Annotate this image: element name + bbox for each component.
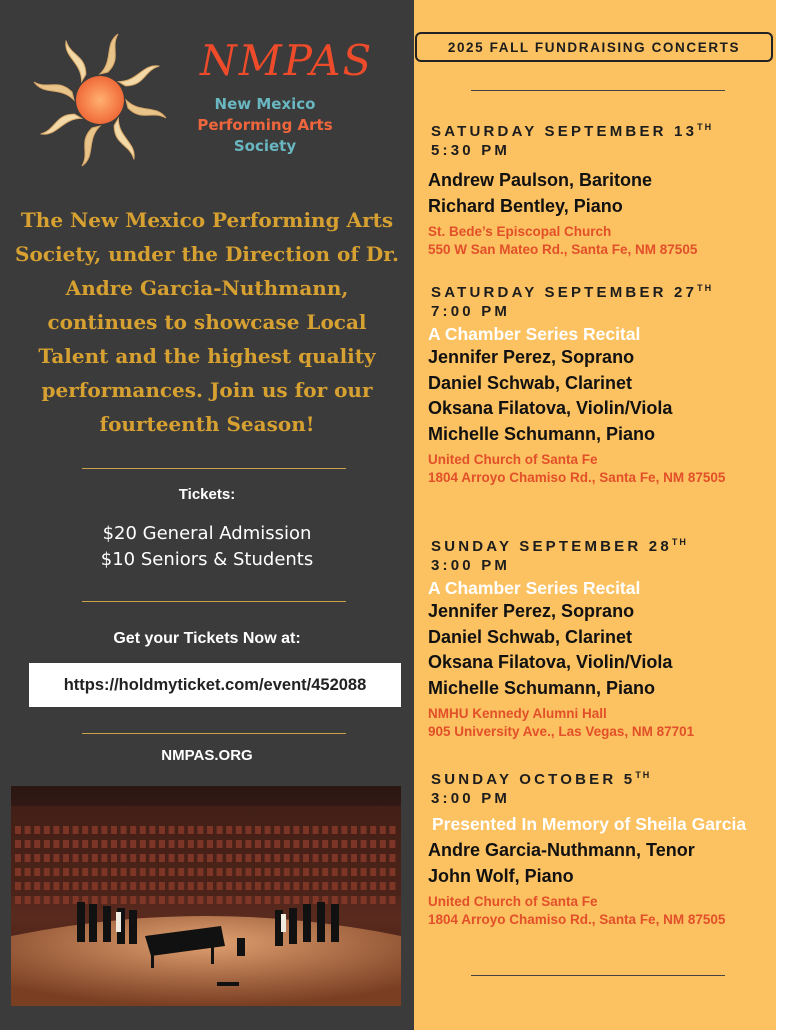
event-date: SATURDAY SEPTEMBER 13TH — [431, 122, 714, 140]
performer: Jennifer Perez, Soprano — [428, 601, 635, 621]
event-time: 7:00 PM — [431, 303, 511, 320]
logo-line-2: Performing Arts — [197, 116, 333, 134]
tickets-title: Tickets: — [178, 486, 236, 503]
divider — [82, 601, 346, 602]
logo-wordmark: NMPAS — [200, 36, 374, 85]
event-card — [428, 766, 768, 929]
event-series: A Chamber Series Recital — [428, 324, 641, 344]
event-date: SUNDAY OCTOBER 5TH — [431, 770, 652, 788]
website-link[interactable]: NMPAS.ORG — [161, 747, 253, 764]
event-card — [428, 118, 768, 259]
ticket-url-link[interactable]: https://holdmyticket.com/event/452088 — [29, 663, 401, 707]
performer: Michelle Schumann, Piano — [428, 677, 656, 698]
event-card — [428, 279, 768, 487]
concerts-header: 2025 FALL FUNDRAISING CONCERTS — [415, 32, 773, 62]
venue-address: 550 W San Mateo Rd., Santa Fe, NM 87505 — [428, 242, 698, 257]
event-date: SUNDAY SEPTEMBER 28TH — [431, 537, 688, 555]
divider — [82, 468, 346, 469]
venue-address: 1804 Arroyo Chamiso Rd., Santa Fe, NM 87505 — [428, 470, 726, 485]
event-card — [428, 533, 768, 741]
event-series: Presented In Memory of Sheila Garcia — [432, 814, 747, 834]
logo-line-3: Society — [233, 137, 297, 155]
performer: Jennifer Perez, Soprano — [428, 347, 635, 367]
divider — [471, 90, 725, 91]
venue-address: 1804 Arroyo Chamiso Rd., Santa Fe, NM 87505 — [428, 912, 726, 927]
event-date: SATURDAY SEPTEMBER 27TH — [431, 283, 714, 301]
tickets-cta: Get your Tickets Now at: — [113, 630, 301, 647]
intro-paragraph: The New Mexico Performing Arts Society, under the Direction of Dr. Andre Garcia-Nuthmann, continues to showcase Local Talent and the highest quality performances. Join us for our fourteenth Season! — [15, 208, 399, 436]
venue-address: 905 University Ave., Las Vegas, NM 87701 — [428, 724, 695, 739]
page-edge — [776, 0, 796, 1030]
concert-hall-photo — [11, 786, 401, 1006]
venue-name: NMHU Kennedy Alumni Hall — [428, 706, 607, 721]
price-seniors: $10 Seniors & Students — [100, 549, 314, 570]
performer: Andre Garcia-Nuthmann, Tenor — [428, 840, 695, 860]
performer: John Wolf, Piano — [428, 865, 574, 886]
event-time: 3:00 PM — [431, 790, 511, 807]
event-time: 5:30 PM — [431, 142, 511, 159]
performer: Oksana Filatova, Violin/Viola — [428, 398, 673, 418]
venue-name: United Church of Santa Fe — [428, 452, 598, 467]
performer: Daniel Schwab, Clarinet — [428, 372, 633, 393]
performer: Andrew Paulson, Baritone — [428, 170, 653, 190]
price-general: $20 General Admission — [102, 523, 312, 544]
price-list — [0, 521, 414, 573]
performer: Daniel Schwab, Clarinet — [428, 626, 633, 647]
logo-line-1: New Mexico — [214, 95, 316, 113]
divider — [82, 733, 346, 734]
divider — [471, 975, 725, 976]
sun-logo-icon — [30, 30, 170, 170]
logo-subtitle — [175, 94, 355, 157]
venue-name: St. Bede’s Episcopal Church — [428, 224, 612, 239]
performer: Richard Bentley, Piano — [428, 195, 623, 216]
event-series: A Chamber Series Recital — [428, 578, 641, 598]
performer: Michelle Schumann, Piano — [428, 423, 656, 444]
event-time: 3:00 PM — [431, 557, 511, 574]
venue-name: United Church of Santa Fe — [428, 894, 598, 909]
performer: Oksana Filatova, Violin/Viola — [428, 652, 673, 672]
